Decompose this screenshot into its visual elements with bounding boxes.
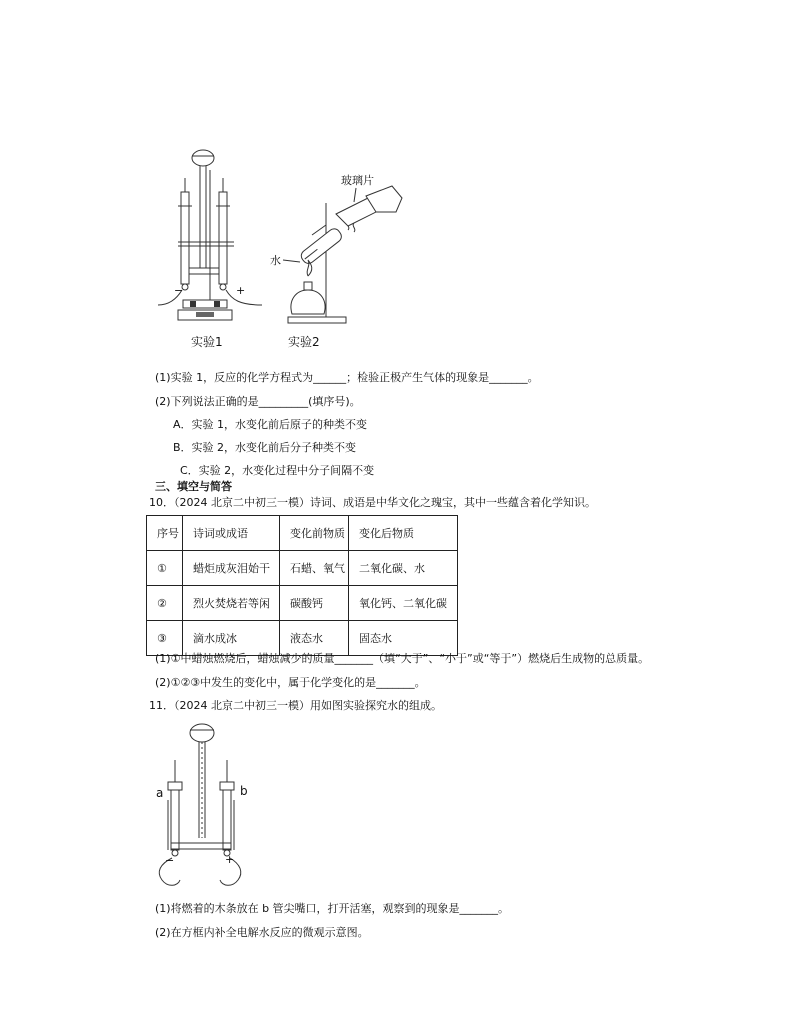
table-cell: 石蜡、氧气 [280, 551, 349, 586]
table-cell: 二氧化碳、水 [349, 551, 458, 586]
table-cell: ② [147, 586, 183, 621]
table-header-cell: 变化前物质 [280, 516, 349, 551]
table-cell: 碳酸钙 [280, 586, 349, 621]
table-cell: ③ [147, 621, 183, 656]
prev-option-b: B．实验 2，水变化前后分子种类不变 [173, 441, 357, 454]
table-cell: ① [147, 551, 183, 586]
q11-part1: (1)将燃着的木条放在 b 管尖嘴口，打开活塞，观察到的现象是_______。 [155, 902, 510, 915]
table-cell: 烈火焚烧若等闲 [183, 586, 280, 621]
prev-question-part2: (2)下列说法正确的是_________(填序号)。 [155, 395, 361, 408]
table-cell: 液态水 [280, 621, 349, 656]
table-header-cell: 变化后物质 [349, 516, 458, 551]
table-header-cell: 诗词或成语 [183, 516, 280, 551]
prev-option-a: A．实验 1，水变化前后原子的种类不变 [173, 418, 368, 431]
anode-plus-label: + [225, 853, 235, 866]
q10-part2: (2)①②③中发生的变化中，属于化学变化的是_______。 [155, 676, 426, 689]
exp2-caption: 实验2 [288, 335, 320, 349]
exp1-caption: 实验1 [191, 335, 223, 349]
section-title: 三、填空与简答 [155, 480, 232, 493]
cathode-minus-label: − [165, 854, 175, 867]
prev-question-part1: (1)实验 1，反应的化学方程式为______；检验正极产生气体的现象是_______。 [155, 371, 539, 384]
tube-b-label: b [240, 784, 248, 798]
prev-option-c: C．实验 2，水变化过程中分子间隔不变 [180, 464, 375, 477]
table-cell: 滴水成冰 [183, 621, 280, 656]
glass-label: 玻璃片 [341, 174, 374, 187]
q10-part1: (1)①中蜡烛燃烧后，蜡烛减少的质量_______（填“大于”、“小于”或“等于”）燃烧后生成物的总质量。 [155, 652, 650, 665]
tube-a-label: a [156, 786, 164, 800]
q11-stem: 11．（2024 北京二中初三一模）用如图实验探究水的组成。 [149, 699, 442, 712]
table-header-cell: 序号 [147, 516, 183, 551]
exp1-minus-label: − [174, 284, 184, 297]
water-label: 水 [270, 254, 281, 267]
q10-stem: 10．（2024 北京二中初三一模）诗词、成语是中华文化之瑰宝，其中一些蕴含着化学知识。 [149, 496, 596, 509]
table-cell: 蜡炬成灰泪始干 [183, 551, 280, 586]
q11-part2: (2)在方框内补全电解水反应的微观示意图。 [155, 926, 369, 939]
table-cell: 固态水 [349, 621, 458, 656]
table-cell: 氧化钙、二氧化碳 [349, 586, 458, 621]
exp1-plus-label: + [236, 284, 246, 297]
